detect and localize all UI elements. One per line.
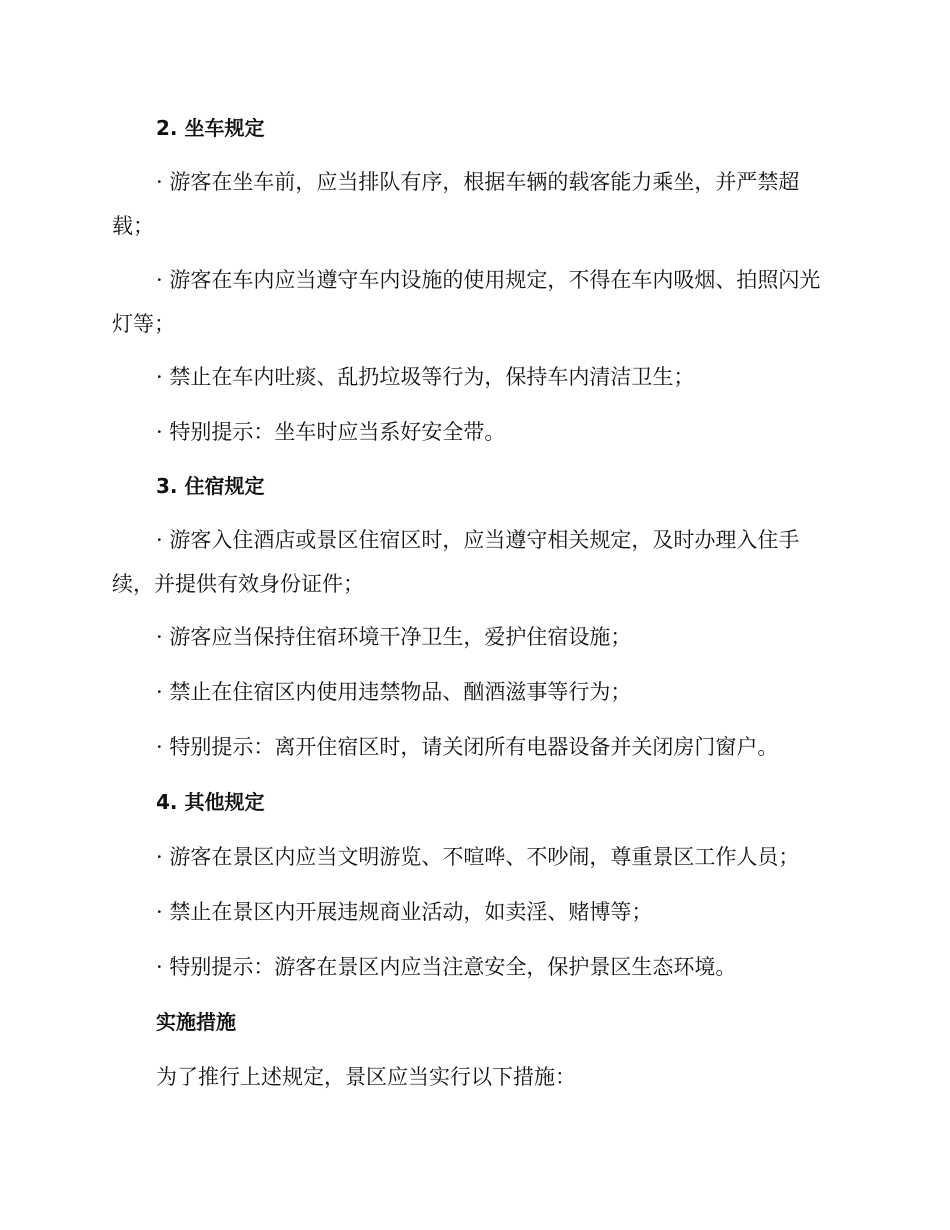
- section-heading-measures: 实施措施: [156, 1010, 236, 1034]
- paragraph-other-2: · 禁止在景区内开展违规商业活动，如卖淫、赌博等；: [156, 900, 653, 924]
- paragraph-riding-1: · 游客在坐车前，应当排队有序，根据车辆的载客能力乘坐，并严禁超载；: [112, 170, 800, 238]
- paragraph-other-1: · 游客在景区内应当文明游览、不喧哗、不吵闹，尊重景区工作人员；: [156, 845, 800, 869]
- paragraph-lodging-3: · 禁止在住宿区内使用违禁物品、酗酒滋事等行为；: [156, 680, 632, 704]
- paragraph-measures-intro: 为了推行上述规定，景区应当实行以下措施：: [156, 1065, 576, 1089]
- section-heading-lodging: 3. 住宿规定: [156, 474, 265, 498]
- paragraph-lodging-4: · 特别提示：离开住宿区时，请关闭所有电器设备并关闭房门窗户。: [156, 735, 779, 759]
- section-heading-riding: 2. 坐车规定: [156, 116, 265, 140]
- paragraph-riding-4: · 特别提示：坐车时应当系好安全带。: [156, 420, 506, 444]
- paragraph-lodging-1: · 游客入住酒店或景区住宿区时，应当遵守相关规定，及时办理入住手续，并提供有效身份证件；: [112, 528, 800, 596]
- paragraph-riding-3: · 禁止在车内吐痰、乱扔垃圾等行为，保持车内清洁卫生；: [156, 365, 695, 389]
- section-heading-other: 4. 其他规定: [156, 790, 265, 814]
- paragraph-riding-2: · 游客在车内应当遵守车内设施的使用规定，不得在车内吸烟、拍照闪光灯等；: [112, 268, 821, 336]
- paragraph-other-3: · 特别提示：游客在景区内应当注意安全，保护景区生态环境。: [156, 955, 737, 979]
- paragraph-lodging-2: · 游客应当保持住宿环境干净卫生，爱护住宿设施；: [156, 625, 632, 649]
